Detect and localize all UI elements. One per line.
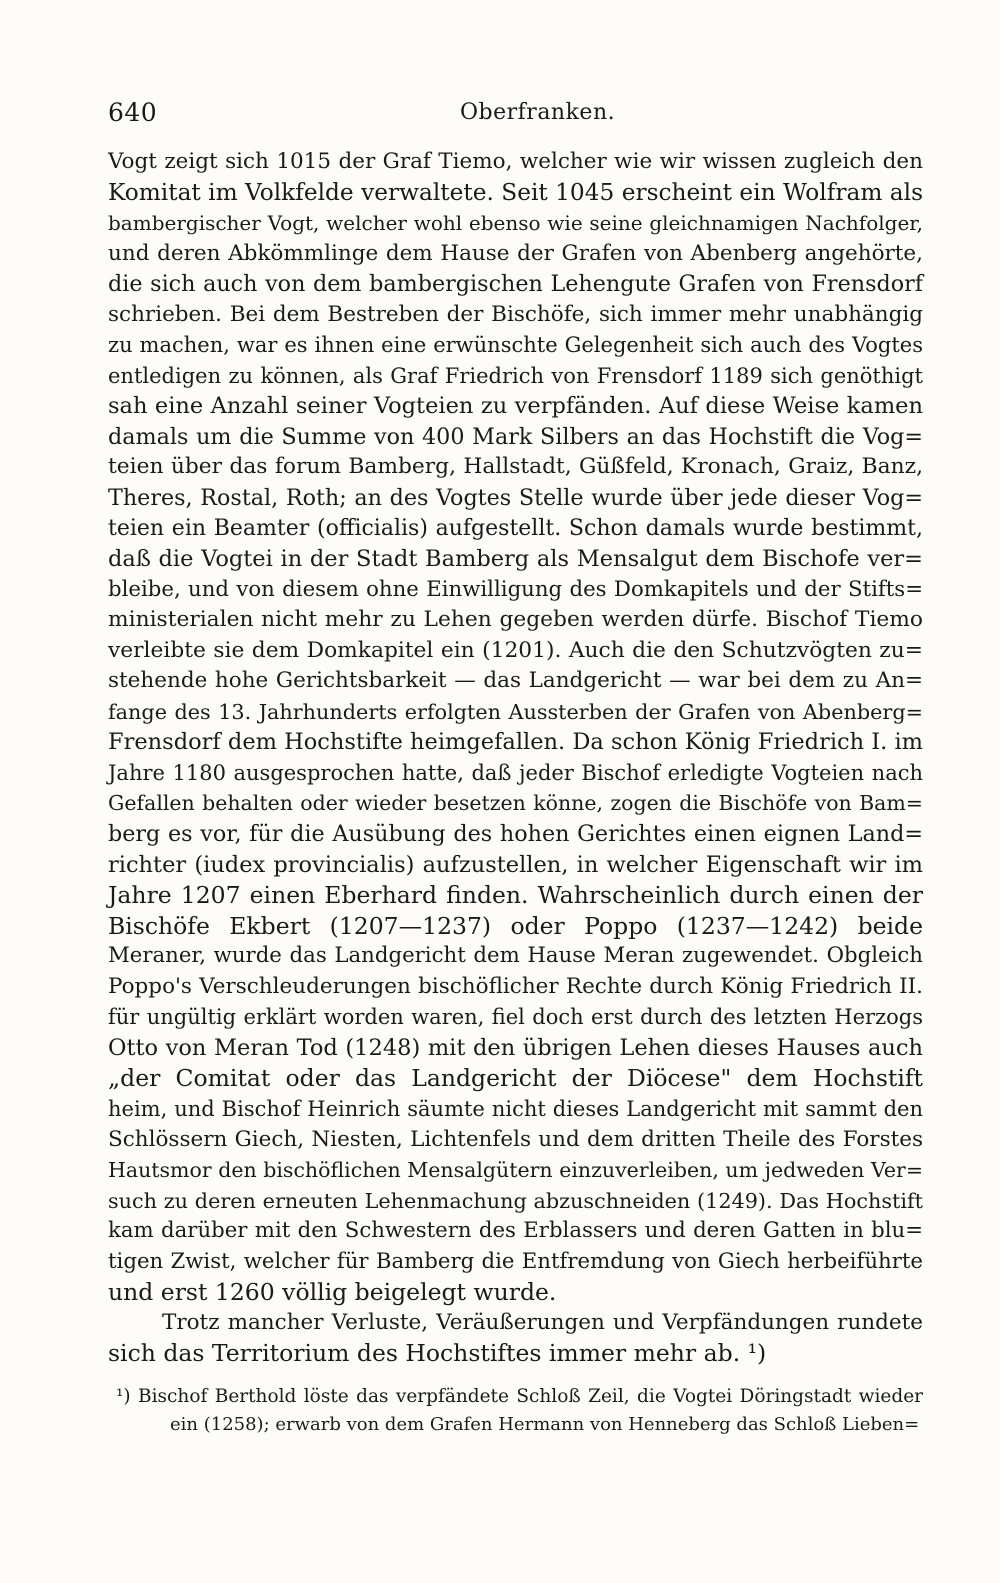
text-line: Bischöfe Ekbert (1207—1237) oder Poppo (1237—1242) beide [108,911,923,940]
text-line: Poppo's Verschleuderungen bischöflicher Rechte durch König Friedrich II. [108,973,923,999]
text-line: sah eine Anzahl seiner Vogteien zu verpfänden. Auf diese Weise kamen [108,393,923,420]
text-line: Jahre 1207 einen Eberhard finden. Wahrscheinlich durch einen der [108,881,923,910]
text-line: verleibte sie dem Domkapitel ein (1201). Auch die den Schutzvögten zu= [108,637,923,663]
text-line: Otto von Meran Tod (1248) mit den übrigen Lehen dieses Hauses auch [108,1034,923,1061]
text-line: berg es vor, für die Ausübung des hohen Gerichtes einen eignen Land= [108,821,923,848]
text-line: „der Comitat oder das Landgericht der Diöcese" dem Hochstift [108,1064,923,1093]
text-line: für ungültig erklärt worden waren, fiel doch erst durch des letzten Herzogs [108,1005,923,1030]
text-line: bleibe, und von diesem ohne Einwilligung des Domkapitels und der Stifts= [108,576,923,602]
body-text [108,147,923,1369]
text-line: Meraner, wurde das Landgericht dem Hause Meran zugewendet. Obgleich [108,943,923,969]
text-line: und deren Abkömmlinge dem Hause der Grafen von Abenberg angehörte, [108,240,923,266]
text-line: Gefallen behalten oder wieder besetzen könne, zogen die Bischöfe von Bam= [108,791,923,816]
footnote-line: ein (1258); erwarb von dem Grafen Hermann von Henneberg das Schloß Lieben= [170,1414,920,1435]
page-header [108,98,923,138]
text-line: fange des 13. Jahrhunderts erfolgten Aussterben der Grafen von Abenberg= [108,699,923,724]
text-line: ministerialen nicht mehr zu Lehen gegeben werden dürfe. Bischof Tiemo [108,607,923,633]
text-line: daß die Vogtei in der Stadt Bamberg als Mensalgut dem Bischofe ver= [108,546,923,573]
text-line: richter (iudex provincialis) aufzustellen, in welcher Eigenschaft wir im [108,851,923,878]
footnotes [108,1383,923,1439]
text-line: such zu deren erneuten Lehenmachung abzuschneiden (1249). Das Hochstift [108,1188,923,1213]
text-line: Theres, Rostal, Roth; an des Vogtes Stelle wurde über jede dieser Vog= [108,485,923,512]
text-line: tigen Zwist, welcher für Bamberg die Entfremdung von Giech herbeiführte [108,1248,923,1274]
text-line: sich das Territorium des Hochstiftes immer mehr ab. ¹) [108,1339,767,1368]
text-line: teien ein Beamter (officialis) aufgestellt. Schon damals wurde bestimmt, [108,515,923,541]
text-line: Frensdorf dem Hochstifte heimgefallen. Da schon König Friedrich I. im [108,729,923,756]
text-line: Jahre 1180 ausgesprochen hatte, daß jeder Bischof erledigte Vogteien nach [108,760,923,785]
text-line: die sich auch von dem bambergischen Lehengute Grafen von Frensdorf [108,271,923,298]
text-line: Schlössern Giech, Niesten, Lichtenfels und dem dritten Theile des Forstes [108,1126,923,1152]
running-head: Oberfranken. [460,100,616,125]
text-line: und erst 1260 völlig beigelegt wurde. [108,1278,557,1307]
text-line: entledigen zu können, als Graf Friedrich von Frensdorf 1189 sich genöthigt [108,363,923,388]
text-line: teien über das forum Bamberg, Hallstadt, Güßfeld, Kronach, Graiz, Banz, [108,454,923,480]
text-line: damals um die Summe von 400 Mark Silbers an das Hochstift die Vog= [108,423,923,450]
footnote-line: ¹) Bischof Berthold löste das verpfändete Schloß Zeil, die Vogtei Döringstadt wieder [116,1386,923,1407]
text-line: stehende hohe Gerichtsbarkeit — das Landgericht — war bei dem zu An= [108,668,923,694]
text-line: Komitat im Volkfelde verwaltete. Seit 1045 erscheint ein Wolfram als [108,178,923,206]
text-line: zu machen, war es ihnen eine erwünschte Gelegenheit sich auch des Vogtes [108,333,923,358]
text-line: schrieben. Bei dem Bestreben der Bischöfe, sich immer mehr unabhängig [108,301,923,327]
text-line: heim, und Bischof Heinrich säumte nicht dieses Landgericht mit sammt den [108,1096,923,1121]
text-line: kam darüber mit den Schwestern des Erblassers und deren Gatten in blu= [108,1218,923,1244]
text-line: Vogt zeigt sich 1015 der Graf Tiemo, welcher wie wir wissen zugleich den [108,149,923,174]
page-number: 640 [108,98,158,127]
text-line: bambergischer Vogt, welcher wohl ebenso wie seine gleichnamigen Nachfolger, [108,211,923,236]
text-line: Trotz mancher Verluste, Veräußerungen und Verpfändungen rundete [162,1309,923,1335]
text-line: Hautsmor den bischöflichen Mensalgütern einzuverleiben, um jedweden Ver= [108,1158,923,1183]
